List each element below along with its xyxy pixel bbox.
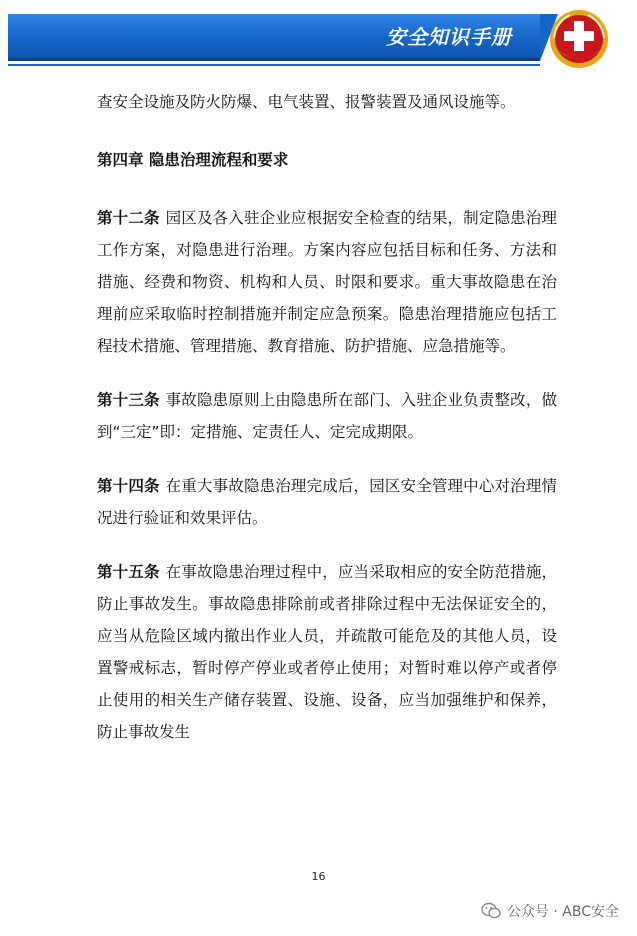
article-text: 园区及各入驻企业应根据安全检查的结果，制定隐患治理工作方案，对隐患进行治理。方案内容应包括目标和任务、方法和措施、经费和物资、机构和人员、时限和要求。重大事故隐患在治理前应采取临时控制措施并制定应急预案。隐患治理措施应包括工程技术措施、管理措施、教育措施、防护措施、应急措施等。 (97, 209, 557, 355)
safety-cross-emblem-icon (548, 8, 610, 70)
intro-paragraph: 查安全设施及防火防爆、电气装置、报警装置及通风设施等。 (97, 93, 516, 111)
article-label: 第十二条 (97, 209, 160, 227)
header-title: 安全知识手册 (386, 25, 512, 49)
article-text: 事故隐患原则上由隐患所在部门、入驻企业负责整改，做到“三定”即：定措施、定责任人、定完成期限。 (97, 391, 557, 441)
watermark-text: 公众号 · ABC安全 (506, 904, 619, 920)
article-15 (97, 556, 557, 748)
article-label: 第十三条 (97, 391, 160, 409)
article-13 (97, 384, 557, 448)
page-number: 16 (311, 870, 326, 883)
chapter-title: 第四章 隐患治理流程和要求 (97, 151, 289, 169)
watermark (481, 900, 619, 922)
article-label: 第十四条 (97, 477, 160, 495)
article-text: 在重大事故隐患治理完成后，园区安全管理中心对治理情况进行验证和效果评估。 (97, 477, 557, 527)
article-text: 在事故隐患治理过程中，应当采取相应的安全防范措施，防止事故发生。事故隐患排除前或者排除过程中无法保证安全的，应当从危险区域内撤出作业人员，并疏散可能危及的其他人员，设置警戒标志，暂时停产停业或者停止使用；对暂时难以停产或者停止使用的相关生产储存装置、设施、设备，应当加强维护和保养，防止事故发生 (97, 563, 557, 741)
document-body (97, 86, 557, 770)
article-label: 第十五条 (97, 563, 160, 581)
page-header (0, 0, 637, 72)
article-14 (97, 470, 557, 534)
header-divider (8, 64, 540, 66)
wechat-icon (481, 902, 501, 920)
article-12 (97, 202, 557, 362)
header-banner (8, 14, 540, 61)
